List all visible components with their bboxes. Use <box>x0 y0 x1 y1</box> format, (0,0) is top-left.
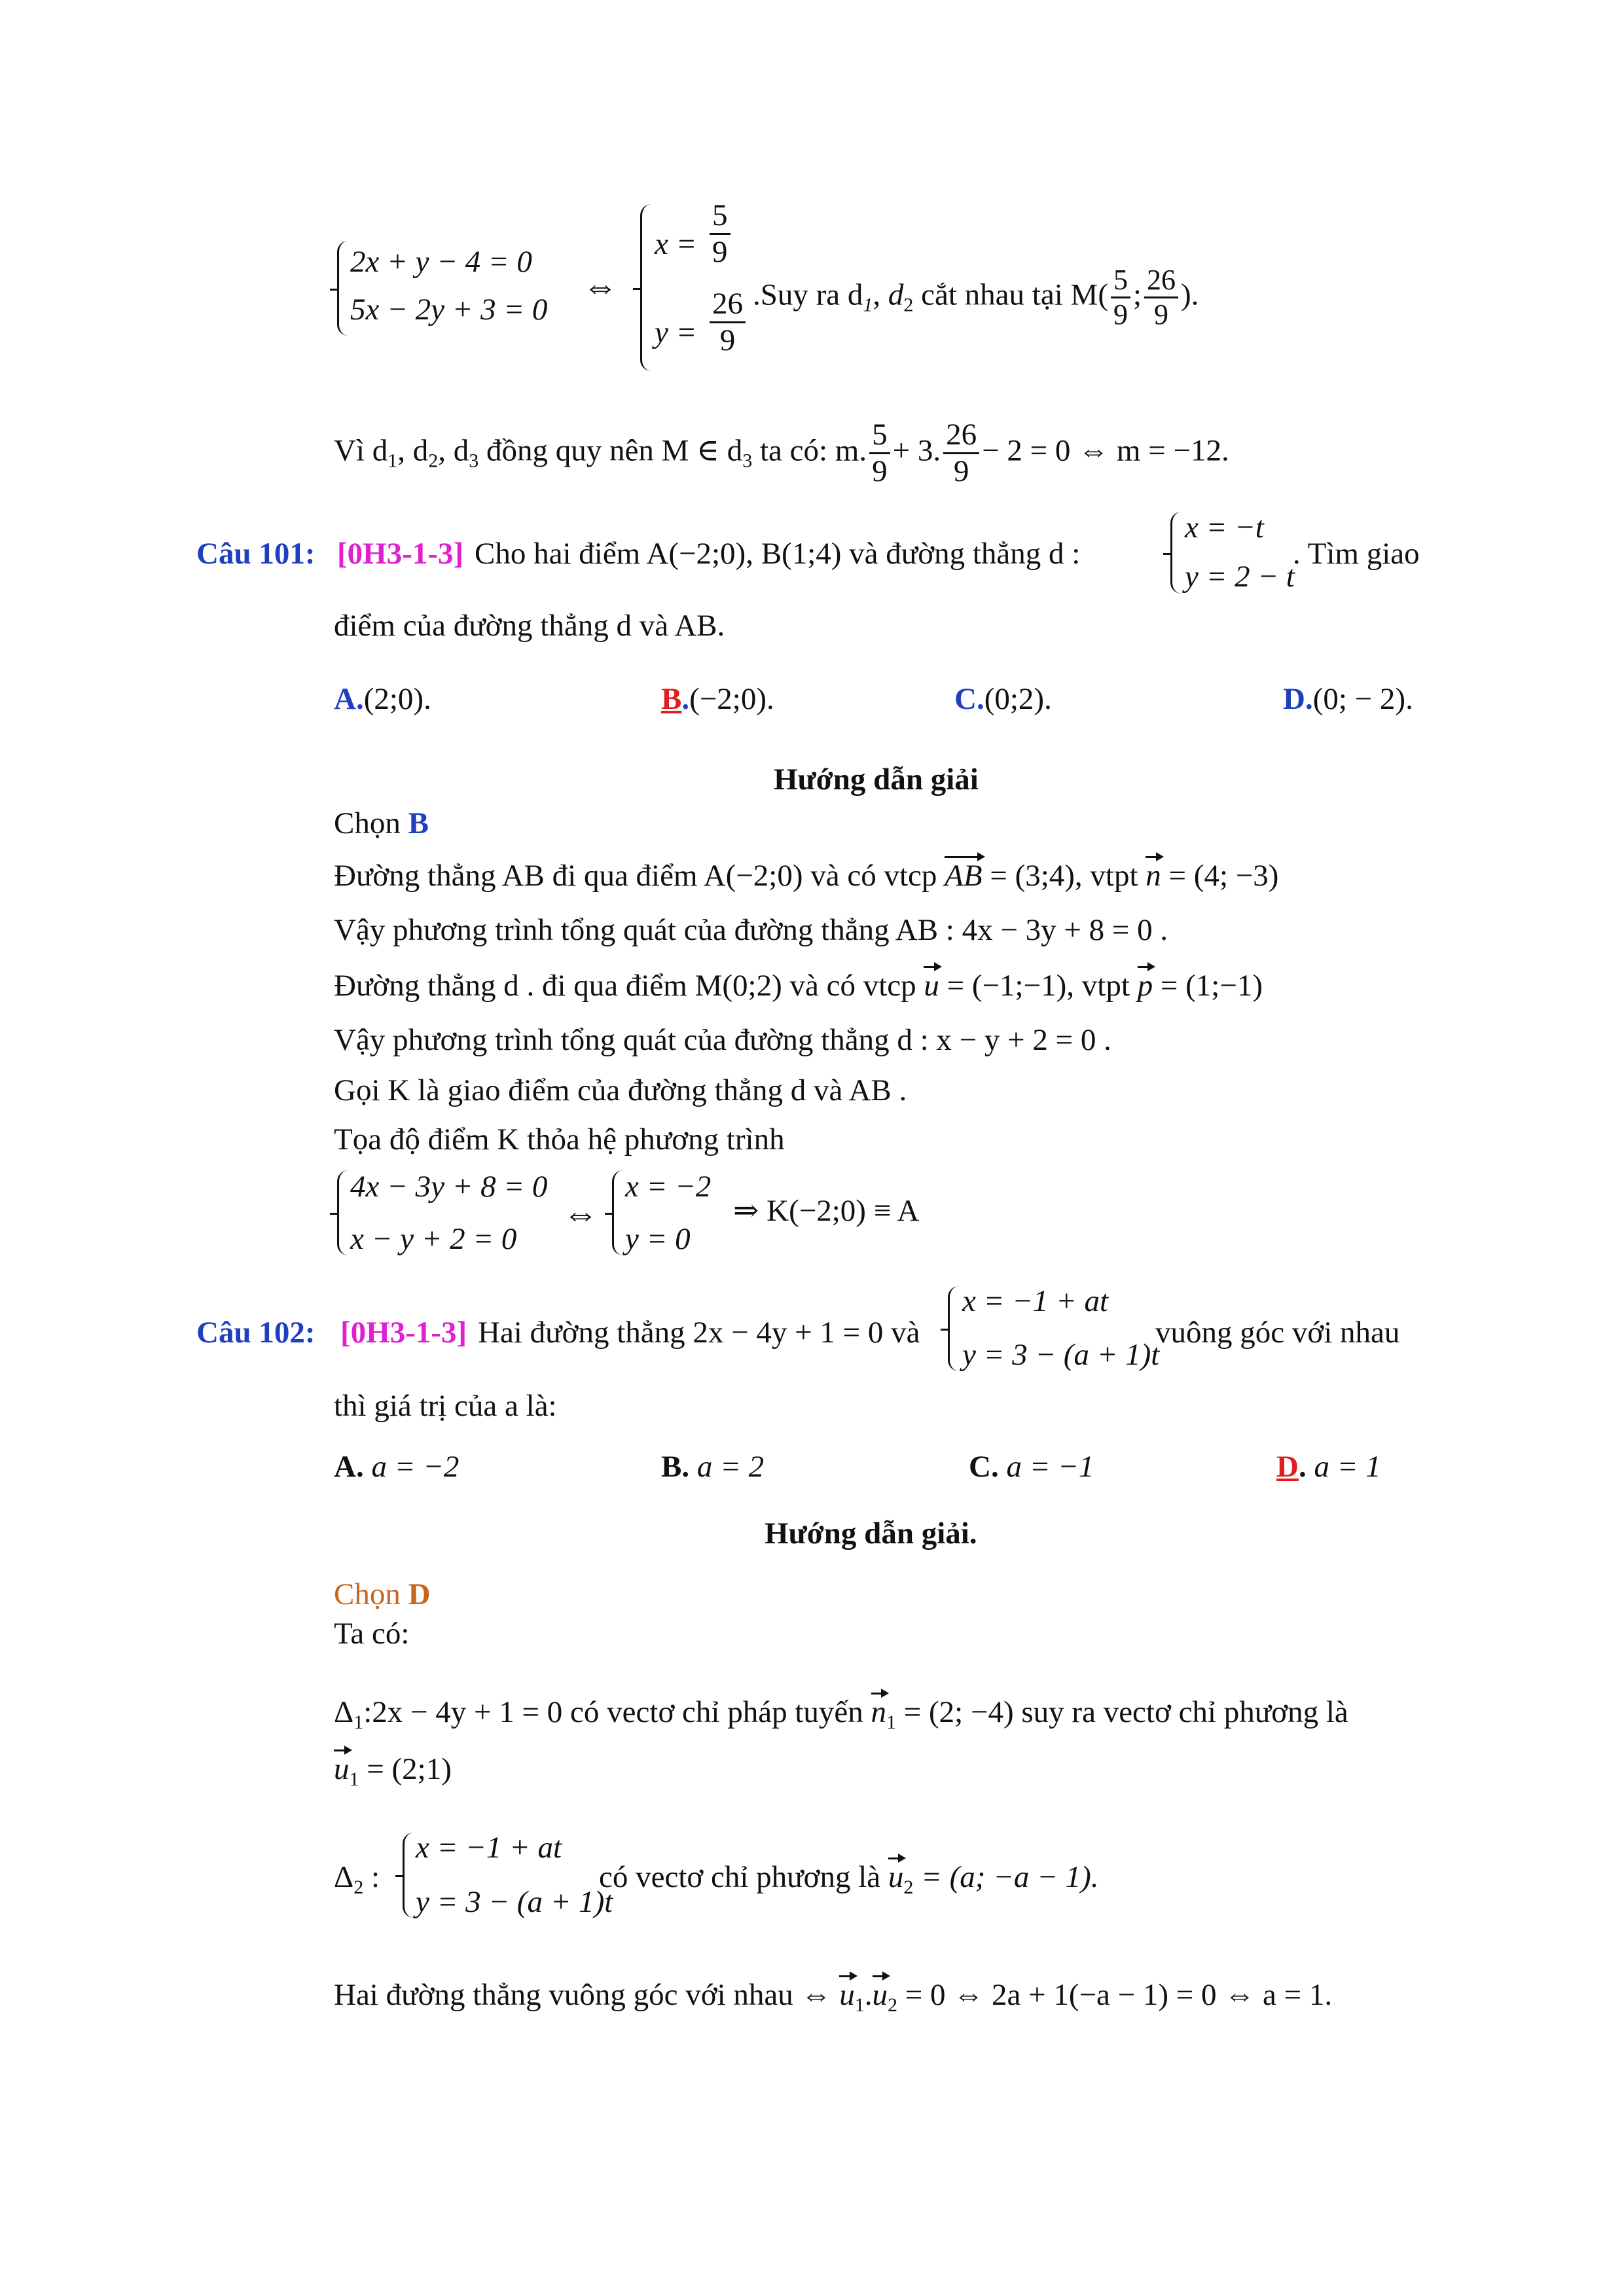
text: = (2; −4) suy ra vectơ chỉ phương là <box>903 1695 1348 1729</box>
text: − 2 = 0 ⇔ m = −12. <box>982 433 1229 468</box>
text: : <box>370 1860 380 1894</box>
frac-num: 26 <box>943 419 979 454</box>
frac-den: 9 <box>953 454 969 489</box>
brace <box>1170 512 1182 594</box>
text: = 0 ⇔ 2a + 1(−a − 1) = 0 ⇔ a = 1. <box>905 1978 1333 2012</box>
subscript: 2 <box>903 1876 914 1898</box>
text: Vì d <box>334 433 388 468</box>
option-letter: B <box>661 682 682 716</box>
text: Hai đường thẳng vuông góc với nhau ⇔ <box>334 1978 832 2012</box>
subscript: 2 <box>353 1876 364 1898</box>
frac-den: 9 <box>719 323 736 358</box>
text: = (2;1) <box>367 1752 452 1786</box>
system-line-1: x = −2 <box>625 1170 712 1204</box>
x-eq: x = <box>655 227 697 261</box>
vector: u <box>888 1859 904 1895</box>
param-x: x = −1 + at <box>962 1284 1109 1318</box>
solution-heading: Hướng dẫn giải <box>774 762 979 797</box>
option-value: a = 1 <box>1314 1450 1381 1484</box>
question-label: Câu 101: <box>196 537 316 571</box>
solution-line-3 <box>334 967 1263 1004</box>
text: , d <box>438 433 469 468</box>
delta2-label <box>334 1859 380 1899</box>
iff-symbol: ⇔ <box>583 266 618 306</box>
option-d[interactable] <box>1283 681 1413 717</box>
y-fraction <box>707 288 748 357</box>
option-dot: . <box>681 682 690 716</box>
x-fraction <box>707 200 733 269</box>
subscript: 2 <box>903 294 914 316</box>
frac-num: 5 <box>710 200 731 235</box>
brace <box>948 1286 959 1371</box>
system-line-2: y = 0 <box>625 1222 691 1256</box>
option-letter: D. <box>1283 682 1313 716</box>
frac-num: 26 <box>710 288 746 323</box>
text: = (a; −a − 1). <box>921 1860 1099 1894</box>
frac-den: 9 <box>872 454 888 489</box>
solution-line-6: Tọa độ điểm K thỏa hệ phương trình <box>334 1122 785 1157</box>
text: đồng quy nên M ∈ d <box>486 433 743 468</box>
suy-ra-text <box>753 265 1199 330</box>
text: d <box>888 278 904 312</box>
final-line <box>334 1977 1332 2017</box>
vector: AB <box>945 857 982 894</box>
chosen-letter: D <box>408 1577 431 1611</box>
option-b[interactable] <box>661 1448 764 1485</box>
option-value: (2;0). <box>363 682 431 716</box>
subscript: 1 <box>388 450 398 472</box>
frac-den: 9 <box>1154 298 1169 331</box>
chosen-answer <box>334 805 429 842</box>
vector: u <box>873 1977 888 2013</box>
text: ). <box>1181 278 1199 312</box>
subscript: 1 <box>863 294 873 316</box>
text: = (4; −3) <box>1168 859 1279 893</box>
brace <box>612 1170 623 1255</box>
question-text-cont: vuông góc với nhau <box>1155 1316 1400 1350</box>
brace <box>337 1170 348 1255</box>
text: ; <box>1132 278 1142 312</box>
question-text: Hai đường thẳng 2x − 4y + 1 = 0 và <box>478 1316 920 1350</box>
chosen-letter: B <box>408 806 429 840</box>
subscript: 1 <box>349 1768 359 1790</box>
chosen-answer <box>334 1576 431 1613</box>
option-a[interactable] <box>334 1448 459 1485</box>
subscript: 2 <box>888 1994 897 2016</box>
text: .Suy ra d <box>753 278 863 312</box>
iff-symbol: ⇔ <box>563 1194 598 1233</box>
frac-num: 5 <box>1111 265 1130 298</box>
delta1-line <box>334 1694 1348 1734</box>
brace <box>640 204 651 371</box>
question-text-line2: điểm của đường thẳng d và AB. <box>334 609 725 643</box>
vector: u <box>334 1751 350 1787</box>
text: cắt nhau tại M( <box>921 278 1108 312</box>
solution-line-5: Gọi K là giao điểm của đường thẳng d và AB . <box>334 1073 907 1107</box>
conclusion: ⇒ K(−2;0) ≡ A <box>733 1194 920 1228</box>
text: = (−1;−1), vtpt <box>947 969 1130 1003</box>
solution-line-2: Vậy phương trình tổng quát của đường thẳng AB : 4x − 3y + 8 = 0 . <box>334 913 1168 947</box>
ta-co: Ta có: <box>334 1617 410 1651</box>
question-code: [0H3-1-3] <box>337 537 464 571</box>
param-y: y = 3 − (a + 1)t <box>962 1338 1160 1372</box>
system-line-1: 4x − 3y + 8 = 0 <box>350 1170 548 1204</box>
option-letter: A. <box>334 682 364 716</box>
option-c[interactable] <box>954 681 1052 717</box>
vector: n <box>1146 857 1161 894</box>
option-a[interactable] <box>334 681 431 717</box>
text: . <box>864 1978 873 2012</box>
text: Chọn <box>334 1577 401 1611</box>
text: + 3. <box>892 433 941 468</box>
question-text-line2: thì giá trị của a là: <box>334 1389 557 1423</box>
brace <box>337 241 348 336</box>
option-value: (0; − 2). <box>1312 682 1413 716</box>
text: :2x − 4y + 1 = 0 có vectơ chỉ pháp tuyến <box>363 1695 863 1729</box>
text: Chọn <box>334 806 401 840</box>
text: Δ <box>334 1860 354 1894</box>
text: Δ <box>334 1695 354 1729</box>
option-b[interactable] <box>661 681 774 717</box>
option-c[interactable] <box>969 1448 1094 1485</box>
solution-line-1 <box>334 857 1278 894</box>
param-y: y = 3 − (a + 1)t <box>416 1885 613 1919</box>
param-x: x = −1 + at <box>416 1831 562 1865</box>
option-value: a = 2 <box>696 1450 765 1484</box>
text: ta có: m. <box>759 433 867 468</box>
param-x: x = −t <box>1185 511 1264 545</box>
u1-line <box>334 1751 452 1791</box>
question-code: [0H3-1-3] <box>340 1316 467 1350</box>
solution-line-4: Vậy phương trình tổng quát của đường thẳng d : x − y + 2 = 0 . <box>334 1023 1111 1057</box>
option-value: a = −1 <box>1006 1450 1094 1484</box>
system-line-2: 5x − 2y + 3 = 0 <box>350 293 548 327</box>
text: Đường thẳng d . đi qua điểm M(0;2) và có vtcp <box>334 969 916 1003</box>
vector: u <box>839 1977 855 2013</box>
subscript: 3 <box>742 450 753 472</box>
frac-num: 26 <box>1144 265 1178 298</box>
text: , <box>873 278 881 312</box>
option-letter: A. <box>334 1450 364 1484</box>
vector: p <box>1138 967 1153 1004</box>
option-value: (−2;0). <box>689 682 774 716</box>
option-letter: C. <box>954 682 984 716</box>
vector: u <box>924 967 939 1004</box>
param-y: y = 2 − t <box>1185 560 1295 594</box>
option-dot: . <box>1298 1450 1307 1484</box>
text: , d <box>397 433 429 468</box>
text: Đường thẳng AB đi qua điểm A(−2;0) và có vtcp <box>334 859 937 893</box>
option-value: a = −2 <box>371 1450 460 1484</box>
subscript: 1 <box>886 1712 897 1733</box>
solution-heading: Hướng dẫn giải. <box>765 1516 977 1551</box>
frac-den: 9 <box>1113 298 1128 331</box>
option-letter: C. <box>969 1450 999 1484</box>
option-letter: D <box>1276 1450 1299 1484</box>
brace <box>403 1833 414 1918</box>
option-d[interactable] <box>1276 1448 1381 1485</box>
system-line-1: 2x + y − 4 = 0 <box>350 245 532 279</box>
delta2-text <box>599 1859 1099 1899</box>
text: có vectơ chỉ phương là <box>599 1860 881 1894</box>
question-label: Câu 102: <box>196 1316 316 1350</box>
subscript: 1 <box>854 1994 865 2016</box>
subscript: 2 <box>428 450 439 472</box>
frac-den: 9 <box>712 235 728 270</box>
option-value: (0;2). <box>984 682 1052 716</box>
vector: n <box>871 1694 887 1731</box>
question-text-cont: . Tìm giao <box>1293 537 1420 571</box>
subscript: 3 <box>469 450 479 472</box>
text: = (1;−1) <box>1160 969 1263 1003</box>
frac-num: 5 <box>869 419 890 454</box>
dong-quy-line <box>334 419 1229 488</box>
subscript: 1 <box>353 1712 364 1733</box>
text: = (3;4), vtpt <box>990 859 1138 893</box>
y-eq: y = <box>655 315 697 350</box>
question-text: Cho hai điểm A(−2;0), B(1;4) và đường thẳng d : <box>475 537 1081 571</box>
system-line-2: x − y + 2 = 0 <box>350 1222 517 1256</box>
option-letter: B. <box>661 1450 690 1484</box>
